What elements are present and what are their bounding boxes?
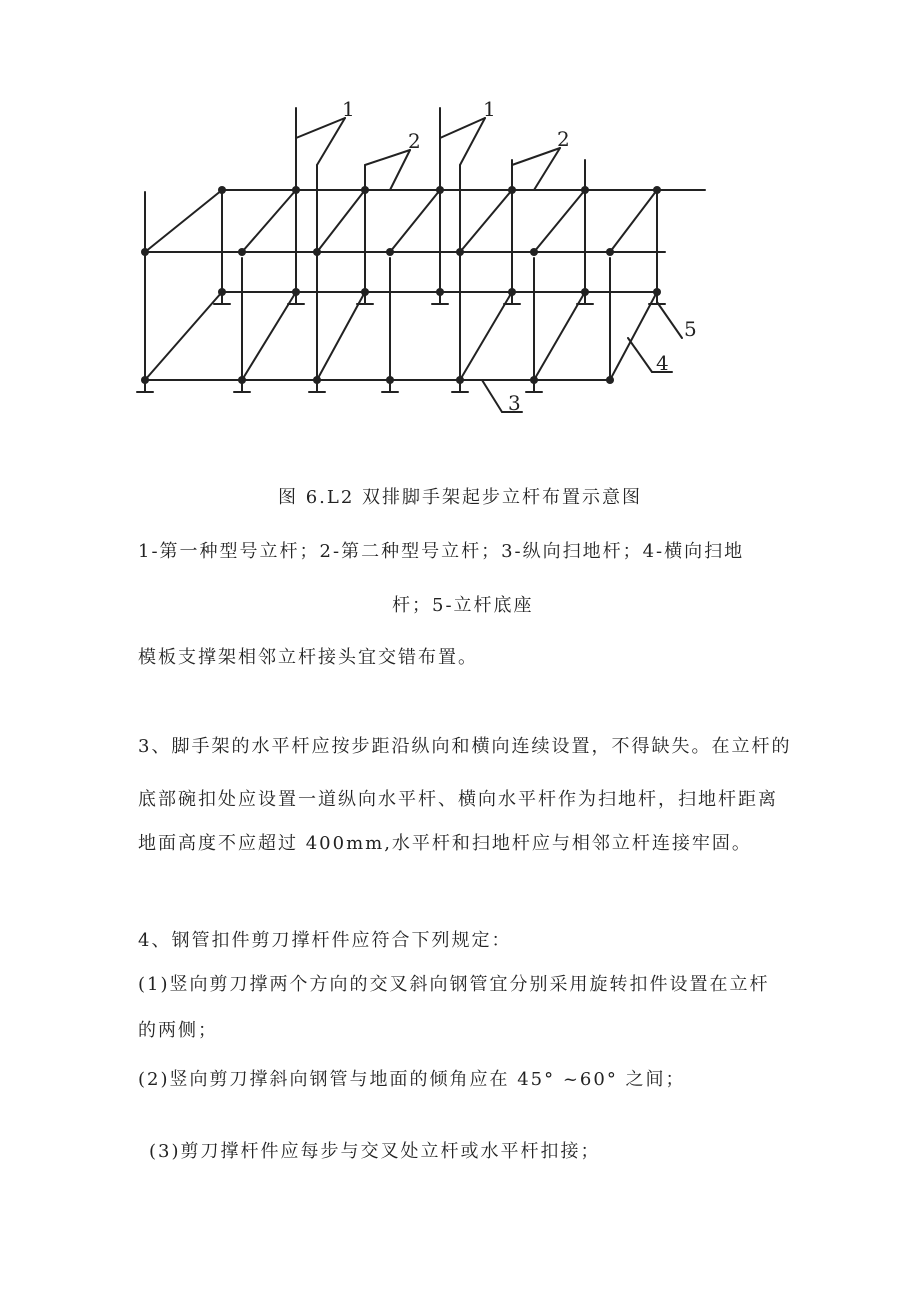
figure-caption: 图 6.L2 双排脚手架起步立杆布置示意图 bbox=[277, 487, 643, 508]
label-part-1b: 1 bbox=[483, 97, 496, 121]
section4-item1-line1: (1)竖向剪刀撑两个方向的交叉斜向钢管宜分别采用旋转扣件设置在立杆 bbox=[138, 974, 770, 995]
section4-item3: (3)剪刀撑杆件应每步与交叉处立杆或水平杆扣接； bbox=[149, 1141, 601, 1162]
label-part-4: 4 bbox=[656, 351, 669, 375]
section3-line1: 3、脚手架的水平杆应按步距沿纵向和横向连续设置，不得缺失。在立杆的 bbox=[138, 736, 792, 757]
figure-legend-line2: 杆；5-立杆底座 bbox=[392, 595, 534, 616]
section4-item1-line2: 的两侧； bbox=[138, 1020, 218, 1041]
paragraph-joints: 模板支撑架相邻立杆接头宜交错布置。 bbox=[138, 647, 478, 668]
label-part-2b: 2 bbox=[557, 127, 570, 151]
label-part-1: 1 bbox=[342, 97, 355, 121]
label-part-3: 3 bbox=[508, 391, 521, 415]
section3-line2: 底部碗扣处应设置一道纵向水平杆、横向水平杆作为扫地杆，扫地杆距离 bbox=[138, 789, 778, 810]
label-part-2: 2 bbox=[408, 129, 421, 153]
label-part-5: 5 bbox=[684, 317, 697, 341]
section4-heading: 4、钢管扣件剪刀撑杆件应符合下列规定： bbox=[138, 930, 512, 951]
figure-legend-line1: 1-第一种型号立杆；2-第二种型号立杆；3-纵向扫地杆；4-横向扫地 bbox=[138, 541, 745, 562]
section3-line3: 地面高度不应超过 400mm,水平杆和扫地杆应与相邻立杆连接牢固。 bbox=[138, 833, 752, 854]
section4-item2: (2)竖向剪刀撑斜向钢管与地面的倾角应在 45° ~60° 之间； bbox=[138, 1069, 686, 1090]
scaffold-diagram bbox=[0, 0, 920, 470]
